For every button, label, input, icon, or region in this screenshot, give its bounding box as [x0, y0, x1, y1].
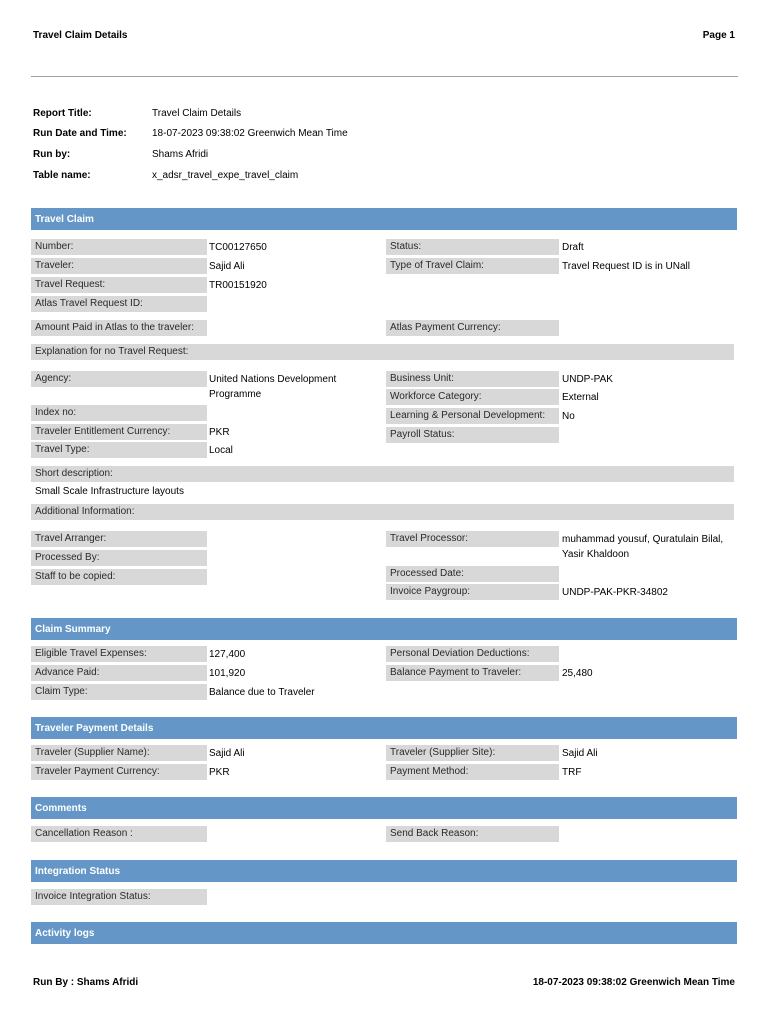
label-entitlement-currency: Traveler Entitlement Currency: [31, 424, 207, 440]
label-processed-date: Processed Date: [386, 566, 559, 582]
label-atlas-request-id: Atlas Travel Request ID: [31, 296, 207, 312]
value-short-description: Small Scale Infrastructure layouts [35, 486, 184, 497]
meta-label-table-name: Table name: [33, 170, 91, 181]
value-agency: United Nations Development Programme [209, 374, 337, 400]
section-header-activity-logs: Activity logs [31, 922, 737, 944]
value-travel-type: Local [209, 445, 233, 456]
label-processed-by: Processed By: [31, 550, 207, 566]
label-amount-paid-atlas: Amount Paid in Atlas to the traveler: [31, 320, 207, 336]
label-claim-type: Claim Type: [31, 684, 207, 700]
value-entitlement-currency: PKR [209, 427, 230, 438]
meta-value-run-date: 18-07-2023 09:38:02 Greenwich Mean Time [152, 128, 348, 139]
value-status: Draft [562, 242, 584, 253]
label-claim-type-of-travel: Type of Travel Claim: [386, 258, 559, 274]
value-claim-type-of-travel: Travel Request ID is in UNall [562, 261, 691, 272]
label-travel-type: Travel Type: [31, 442, 207, 458]
label-supplier-site: Traveler (Supplier Site): [386, 745, 559, 761]
footer-timestamp: 18-07-2023 09:38:02 Greenwich Mean Time [532, 977, 735, 988]
label-payroll-status: Payroll Status: [386, 427, 559, 443]
value-business-unit: UNDP-PAK [562, 374, 613, 385]
value-learning-development: No [562, 411, 575, 422]
section-header-travel-claim: Travel Claim [31, 208, 737, 230]
page-number: Page 1 [702, 30, 735, 41]
label-explanation-no-request: Explanation for no Travel Request: [31, 344, 734, 360]
meta-value-run-by: Shams Afridi [152, 149, 209, 160]
value-claim-type: Balance due to Traveler [209, 687, 315, 698]
label-invoice-paygroup: Invoice Paygroup: [386, 584, 559, 600]
value-payment-currency: PKR [209, 767, 230, 778]
label-advance-paid: Advance Paid: [31, 665, 207, 681]
label-status: Status: [386, 239, 559, 255]
meta-label-run-by: Run by: [33, 149, 71, 160]
label-number: Number: [31, 239, 207, 255]
label-traveler: Traveler: [31, 258, 207, 274]
meta-label-run-date: Run Date and Time: [33, 128, 127, 139]
value-travel-processor: muhammad yousuf, Quratulain Bilal, Yasir Khaldoon [562, 534, 724, 560]
label-agency: Agency: [31, 371, 207, 387]
label-supplier-name: Traveler (Supplier Name): [31, 745, 207, 761]
value-supplier-site: Sajid Ali [562, 748, 598, 759]
value-number: TC00127650 [209, 242, 267, 253]
value-traveler: Sajid Ali [209, 261, 245, 272]
label-balance-payment: Balance Payment to Traveler: [386, 665, 559, 681]
value-workforce-category: External [562, 392, 599, 403]
label-index-no: Index no: [31, 405, 207, 421]
label-send-back-reason: Send Back Reason: [386, 826, 559, 842]
label-additional-information: Additional Information: [31, 504, 734, 520]
label-workforce-category: Workforce Category: [386, 389, 559, 405]
label-atlas-payment-currency: Atlas Payment Currency: [386, 320, 559, 336]
label-travel-arranger: Travel Arranger: [31, 531, 207, 547]
label-business-unit: Business Unit: [386, 371, 559, 387]
meta-value-table-name: x_adsr_travel_expe_travel_claim [152, 170, 299, 181]
label-payment-currency: Traveler Payment Currency: [31, 764, 207, 780]
value-invoice-paygroup: UNDP-PAK-PKR-34802 [562, 587, 668, 598]
meta-label-report-title: Report Title: [33, 108, 92, 119]
label-travel-processor: Travel Processor: [386, 531, 559, 547]
section-header-payment-details: Traveler Payment Details [31, 717, 737, 739]
label-staff-copied: Staff to be copied: [31, 569, 207, 585]
section-header-comments: Comments [31, 797, 737, 819]
label-travel-request: Travel Request: [31, 277, 207, 293]
value-travel-request: TR00151920 [209, 280, 267, 291]
footer-run-by: Run By : Shams Afridi [33, 977, 139, 988]
value-eligible-expenses: 127,400 [209, 649, 246, 660]
value-balance-payment: 25,480 [562, 668, 593, 679]
label-invoice-integration-status: Invoice Integration Status: [31, 889, 207, 905]
label-payment-method: Payment Method: [386, 764, 559, 780]
label-cancellation-reason: Cancellation Reason : [31, 826, 207, 842]
section-header-integration-status: Integration Status [31, 860, 737, 882]
label-learning-development: Learning & Personal Development: [386, 408, 559, 424]
value-payment-method: TRF [562, 767, 582, 778]
label-short-description: Short description: [31, 466, 734, 482]
section-header-claim-summary: Claim Summary [31, 618, 737, 640]
value-advance-paid: 101,920 [209, 668, 246, 679]
report-header-title: Travel Claim Details [33, 30, 128, 41]
label-deviation-deductions: Personal Deviation Deductions: [386, 646, 559, 662]
meta-value-report-title: Travel Claim Details [152, 108, 242, 119]
value-supplier-name: Sajid Ali [209, 748, 245, 759]
header-divider [31, 76, 738, 77]
label-eligible-expenses: Eligible Travel Expenses: [31, 646, 207, 662]
